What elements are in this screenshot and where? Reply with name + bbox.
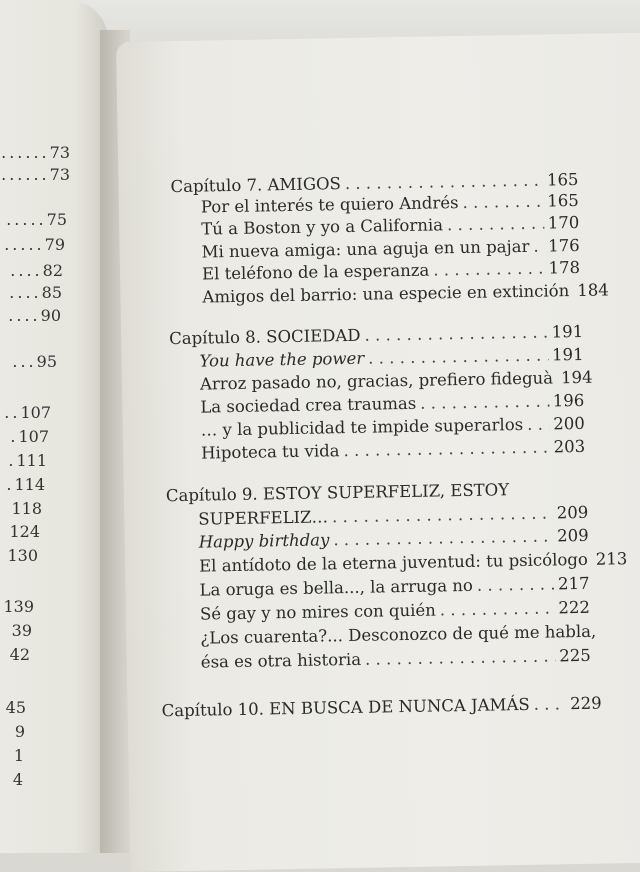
toc-entry: Mi nueva amiga: una aguja en un pajar . . . 176 — [202, 236, 580, 262]
toc-entry-continued: ésa es otra historia . . . 225 — [201, 646, 591, 672]
page-number: ......73 — [1, 165, 70, 184]
toc-entry: Happy birthday . . . 209 — [199, 526, 589, 552]
page-number: .....75 — [6, 210, 67, 229]
chapter-heading: Capítulo 10. EN BUSCA DE NUNCA JAMÁS . . . 229 — [162, 694, 602, 721]
toc-entry: La oruga es bella..., la arruga no . . . 217 — [199, 574, 589, 600]
chapter-heading: Capítulo 9. ESTOY SUPERFELIZ, ESTOY — [165, 480, 510, 506]
toc-entry: Sé gay y no mires con quién . . . 222 — [200, 598, 590, 624]
page-number: 9 — [14, 722, 25, 741]
page-number: .111 — [8, 451, 47, 470]
toc-entry: ¿Los cuarenta?... Desconozco de qué me habla, — [200, 621, 597, 648]
page-number: .....79 — [4, 235, 65, 254]
chapter-heading-continued: SUPERFELIZ… . . . 209 — [198, 503, 588, 529]
toc-entry: Por el interés te quiero Andrés . . . 165 — [201, 191, 579, 217]
toc-entry: Amigos del barrio: una especie en extinción . . . 184 — [202, 281, 580, 307]
toc-entry: You have the power . . . 191 — [199, 345, 583, 371]
toc-entry: Hipoteca tu vida . . . 203 — [201, 437, 585, 463]
page-number: .114 — [6, 475, 45, 494]
page-number: 118 — [11, 499, 42, 518]
toc-entry: Arroz pasado no, gracias, prefiero fideguà . . . 194 — [200, 368, 584, 394]
toc-entry: … y la publicidad te impide superarlos . . . 200 — [201, 414, 585, 440]
page-number: 4 — [12, 770, 23, 789]
page-number: ....85 — [9, 283, 62, 302]
page-number: 124 — [9, 522, 40, 541]
page-number: ...95 — [12, 352, 57, 371]
chapter-heading: Capítulo 8. SOCIEDAD . . . 191 — [169, 322, 583, 348]
page-number: ..107 — [4, 403, 51, 422]
right-page — [116, 33, 640, 872]
toc-entry: El antídoto de la eterna juventud: tu psicólogo . . . 213 — [199, 550, 589, 576]
toc-entry: La sociedad crea traumas . . . 196 — [200, 391, 584, 417]
toc-entry: El teléfono de la esperanza . . . 178 — [202, 258, 580, 284]
page-number: ....90 — [8, 306, 61, 325]
page-number: 130 — [7, 546, 38, 565]
chapter-heading: Capítulo 7. AMIGOS . . . 165 — [170, 170, 578, 196]
page-number: ......73 — [1, 143, 70, 162]
page-number: .107 — [10, 427, 49, 446]
page-number: 39 — [11, 621, 32, 640]
page-number: 139 — [3, 597, 34, 616]
toc-entry: Tú a Boston y yo a California . . . 170 — [201, 213, 579, 239]
left-page — [0, 0, 108, 853]
page-number: 1 — [13, 746, 24, 765]
page-number: 45 — [5, 698, 26, 717]
page-number: ....82 — [10, 261, 63, 280]
page-number: 42 — [9, 645, 30, 664]
